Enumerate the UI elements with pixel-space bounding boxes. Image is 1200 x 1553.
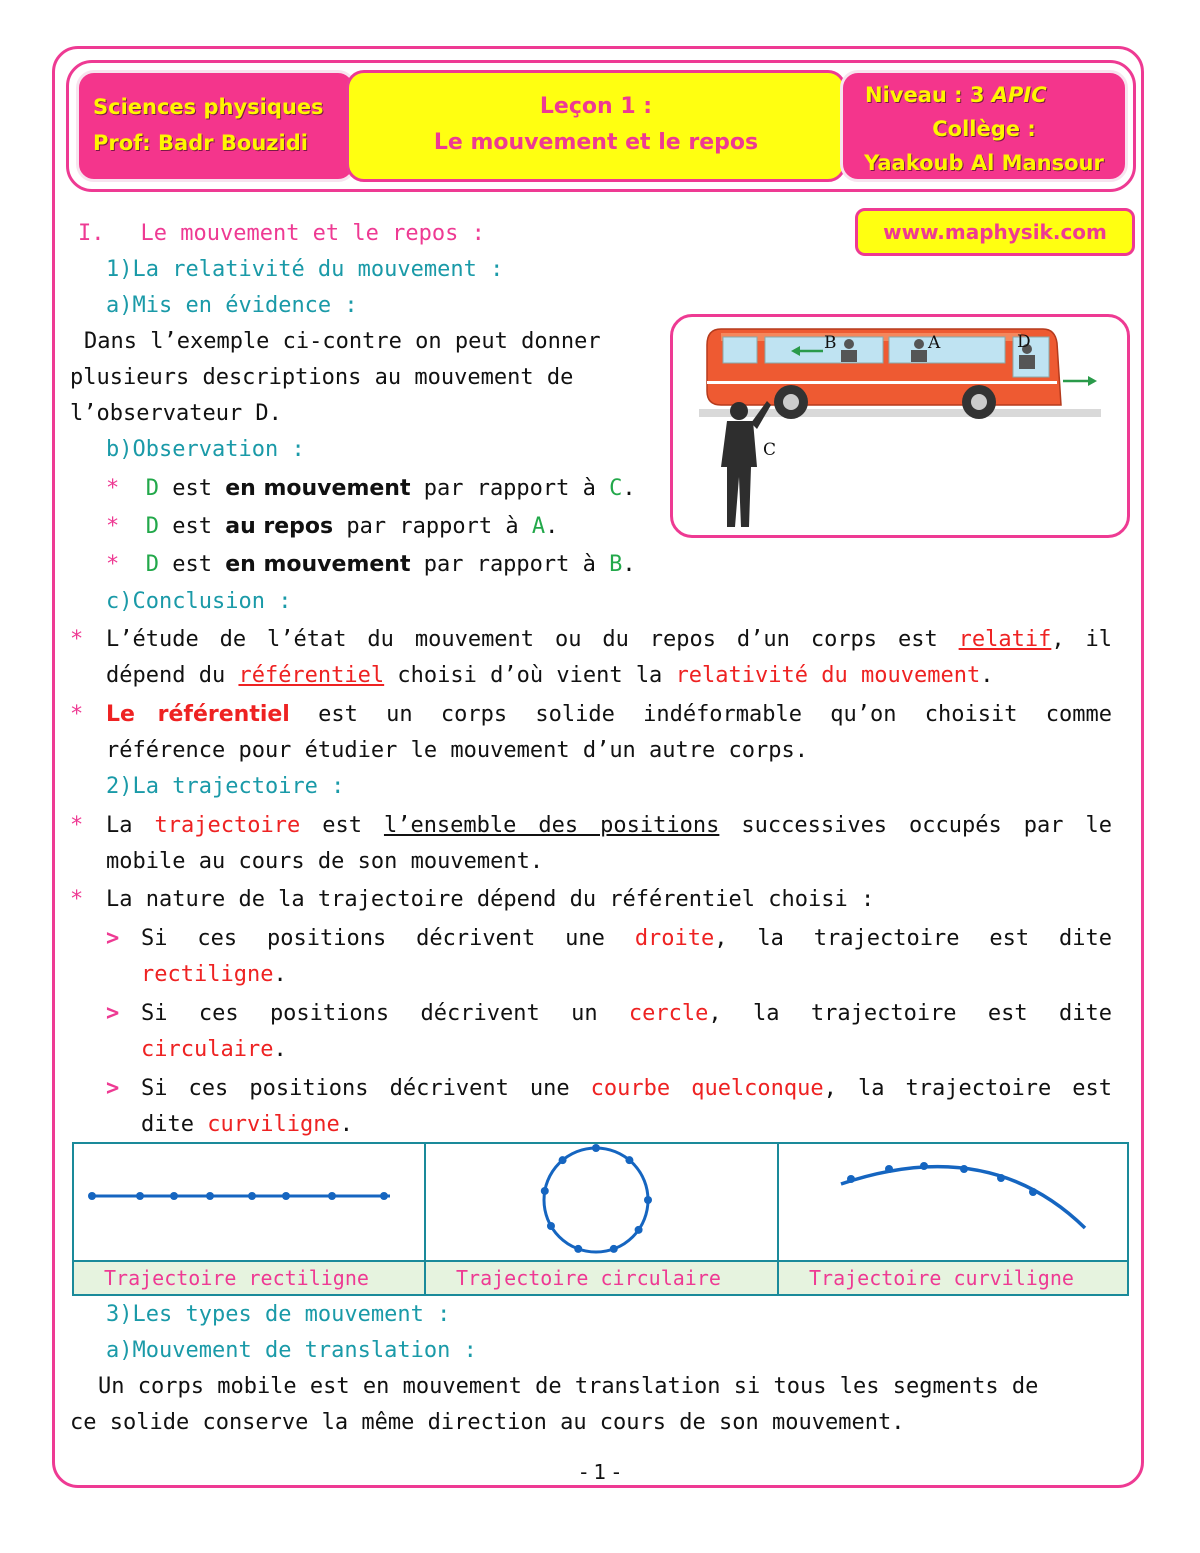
observer-c-silhouette (721, 401, 771, 527)
conclusion-2-line-1: Le référentiel est un corps solide indéformable qu’on choisit comme (106, 702, 1112, 727)
position-dot (997, 1174, 1005, 1182)
wheel-hub (783, 394, 799, 410)
chevron-right-icon: > (106, 1076, 120, 1101)
position-dot (885, 1165, 893, 1173)
case-1-line-1: Si ces positions décrivent une droite, la trajectoire est dite (141, 926, 1112, 951)
asterisk-icon: * (70, 887, 84, 912)
trajectory-table (72, 1142, 1129, 1296)
position-dot (547, 1222, 555, 1230)
rectilinear-trajectory-drawing (74, 1144, 424, 1260)
position-dot (635, 1226, 643, 1234)
asterisk-icon: * (106, 552, 120, 577)
observer-head (730, 402, 748, 420)
bus-window (723, 337, 757, 363)
college-name: Yaakoub Al Mansour (864, 151, 1104, 175)
level-value: APIC (991, 83, 1047, 107)
label-a: A (928, 333, 941, 353)
website-link[interactable]: www.maphysik.com (855, 208, 1135, 256)
position-dot (1029, 1188, 1037, 1196)
trajectory-nature: La nature de la trajectoire dépend du référentiel choisi : (106, 887, 875, 912)
subject-label: Sciences physiques (93, 95, 324, 119)
translation-line-1: Un corps mobile est en mouvement de translation si tous les segments de (98, 1374, 1039, 1399)
part-a3-heading: a)Mouvement de translation : (106, 1338, 477, 1363)
prof-label: Prof: Badr Bouzidi (93, 131, 308, 155)
level-label: Niveau : 3 (865, 83, 985, 107)
asterisk-icon: * (70, 813, 84, 838)
trajectory-definition-line-1: La trajectoire est l’ensemble des positions successives occupés par le (106, 813, 1112, 838)
intro-line-1: Dans l’exemple ci-contre on peut donner (84, 329, 601, 354)
case-2-line-1: Si ces positions décrivent un cercle, la trajectoire est dite (141, 1001, 1112, 1026)
position-dot (644, 1196, 652, 1204)
wheel-hub (971, 394, 987, 410)
part-c-heading: c)Conclusion : (106, 589, 292, 614)
label-c: C (763, 440, 777, 460)
table-label-curviligne: Trajectoire curviligne (779, 1262, 1127, 1294)
bus-figure (670, 314, 1130, 538)
passenger-b (844, 339, 854, 349)
case-3-line-1: Si ces positions décrivent une courbe quelconque, la trajectoire est (141, 1076, 1112, 1101)
position-dot (574, 1245, 582, 1253)
table-label-rectiligne: Trajectoire rectiligne (74, 1262, 426, 1294)
position-dot (541, 1187, 549, 1195)
circle-path (544, 1148, 648, 1252)
section-heading (78, 219, 485, 249)
position-dot (282, 1192, 290, 1200)
passenger-a-body (911, 350, 927, 362)
conclusion-2-line-2: référence pour étudier le mouvement d’un autre corps. (106, 738, 808, 763)
chevron-right-icon: > (106, 926, 120, 951)
asterisk-icon: * (106, 476, 120, 501)
conclusion-1-line-1: L’étude de l’état du mouvement ou du repos d’un corps est relatif, il (106, 627, 1112, 652)
asterisk-icon: * (70, 702, 84, 727)
position-dot (170, 1192, 178, 1200)
lesson-title: Le mouvement et le repos (433, 130, 759, 155)
driver-d-body (1019, 355, 1035, 369)
asterisk-icon: * (70, 627, 84, 652)
part-a-heading: a)Mis en évidence : (106, 293, 358, 318)
case-3-line-2: dite curviligne. (141, 1112, 353, 1137)
chevron-right-icon: > (106, 1001, 120, 1026)
asterisk-icon: * (106, 514, 120, 539)
header-subject-box (76, 70, 356, 182)
conclusion-1-line-2: dépend du référentiel choisi d’où vient la relativité du mouvement. (106, 663, 994, 688)
part-b-heading: b)Observation : (106, 437, 305, 462)
case-1-line-2: rectiligne. (141, 962, 287, 987)
table-cell-rectiligne (74, 1144, 426, 1262)
table-cell-curviligne (779, 1144, 1127, 1262)
table-cell-circulaire (426, 1144, 779, 1262)
position-dot (206, 1192, 214, 1200)
position-dot (88, 1192, 96, 1200)
position-dot (592, 1144, 600, 1152)
arrow-right-head (1088, 376, 1097, 386)
label-b: B (824, 333, 837, 353)
header-lesson-box (346, 70, 846, 182)
table-label-circulaire: Trajectoire circulaire (426, 1262, 779, 1294)
level-line (843, 78, 1125, 112)
bus-stripe (707, 381, 1057, 384)
position-dot (625, 1156, 633, 1164)
passenger-a (914, 339, 924, 349)
intro-line-2: plusieurs descriptions au mouvement de (70, 365, 574, 390)
observation-3: * D est en mouvement par rapport à B. (106, 552, 636, 577)
position-dot (559, 1156, 567, 1164)
bus-window (889, 337, 1005, 363)
position-dot (248, 1192, 256, 1200)
header-level-box (840, 70, 1128, 182)
subsection-2-heading: 2)La trajectoire : (106, 774, 345, 799)
observation-2: * D est au repos par rapport à A. (106, 514, 559, 539)
curvilinear-trajectory-drawing (779, 1144, 1127, 1260)
section-number: I. (78, 221, 105, 246)
position-dot (610, 1245, 618, 1253)
trajectory-definition-line-2: mobile au cours de son mouvement. (106, 849, 544, 874)
curve-path (841, 1167, 1085, 1228)
page-number: - 1 - (580, 1460, 620, 1484)
position-dot (328, 1192, 336, 1200)
college-label: Collège : (932, 117, 1036, 141)
subsection-3-heading: 3)Les types de mouvement : (106, 1302, 451, 1327)
circular-trajectory-drawing (426, 1144, 777, 1260)
bus-illustration (673, 317, 1127, 535)
section-title: Le mouvement et le repos : (140, 221, 485, 246)
case-2-line-2: circulaire. (141, 1037, 287, 1062)
position-dot (960, 1165, 968, 1173)
lesson-number: Leçon 1 : (539, 94, 653, 119)
position-dot (136, 1192, 144, 1200)
observer-body (721, 421, 757, 527)
position-dot (920, 1162, 928, 1170)
translation-line-2: ce solide conserve la même direction au cours de son mouvement. (70, 1410, 905, 1435)
position-dot (847, 1175, 855, 1183)
position-dot (380, 1192, 388, 1200)
observation-1: * D est en mouvement par rapport à C. (106, 476, 636, 501)
intro-line-3: l’observateur D. (70, 401, 282, 426)
label-d: D (1017, 332, 1031, 352)
subsection-1-heading: 1)La relativité du mouvement : (106, 257, 504, 282)
passenger-b-body (841, 350, 857, 362)
